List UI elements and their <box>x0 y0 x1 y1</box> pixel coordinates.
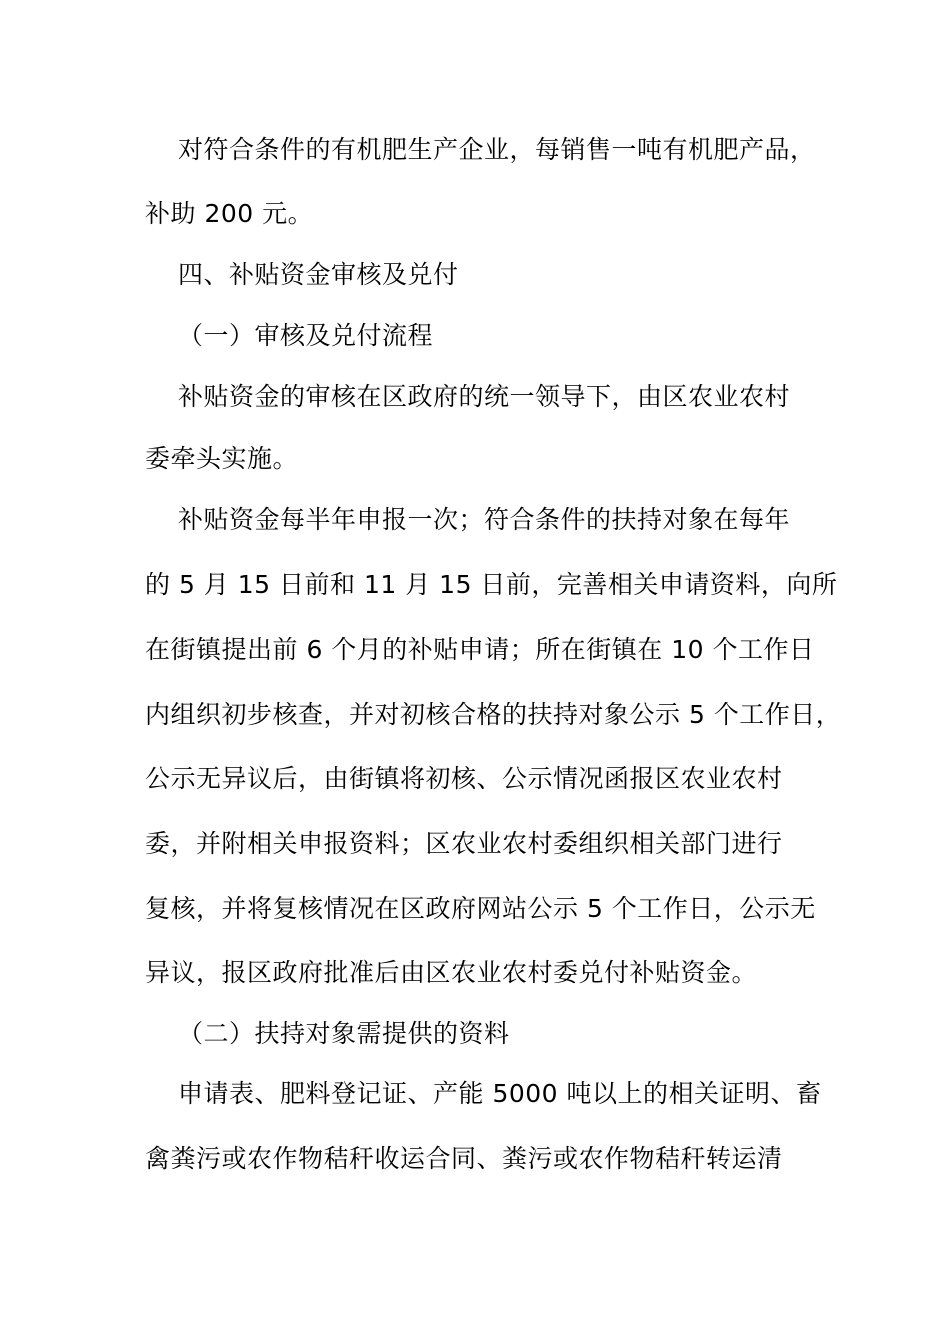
paragraph-line: 异议，报区政府批准后由区农业农村委兑付补贴资金。 <box>145 958 758 987</box>
subsection-heading: （一）审核及兑付流程 <box>178 321 434 350</box>
paragraph-line: 对符合条件的有机肥生产企业，每销售一吨有机肥产品， <box>178 135 816 164</box>
paragraph-line: 禽粪污或农作物秸秆收运合同、粪污或农作物秸秆转运清 <box>145 1144 783 1173</box>
paragraph-line: 委牵头实施。 <box>145 444 299 473</box>
paragraph-line: 的 5 月 15 日前和 11 月 15 日前，完善相关申请资料，向所 <box>145 570 838 599</box>
paragraph-line: 公示无异议后，由街镇将初核、公示情况函报区农业农村 <box>145 764 783 793</box>
paragraph-line: 补贴资金每半年申报一次；符合条件的扶持对象在每年 <box>178 505 791 534</box>
paragraph-line: 复核，并将复核情况在区政府网站公示 5 个工作日，公示无 <box>145 894 816 923</box>
paragraph-line: 在街镇提出前 6 个月的补贴申请；所在街镇在 10 个工作日 <box>145 635 815 664</box>
paragraph-line: 补贴资金的审核在区政府的统一领导下，由区农业农村 <box>178 382 791 411</box>
paragraph-line: 委，并附相关申报资料；区农业农村委组织相关部门进行 <box>145 829 783 858</box>
section-heading: 四、补贴资金审核及兑付 <box>178 260 459 289</box>
paragraph-line: 内组织初步核查，并对初核合格的扶持对象公示 5 个工作日， <box>145 700 842 729</box>
subsection-heading: （二）扶持对象需提供的资料 <box>178 1019 510 1048</box>
paragraph-line: 补助 200 元。 <box>145 199 314 228</box>
paragraph-line: 申请表、肥料登记证、产能 5000 吨以上的相关证明、畜 <box>178 1079 822 1108</box>
